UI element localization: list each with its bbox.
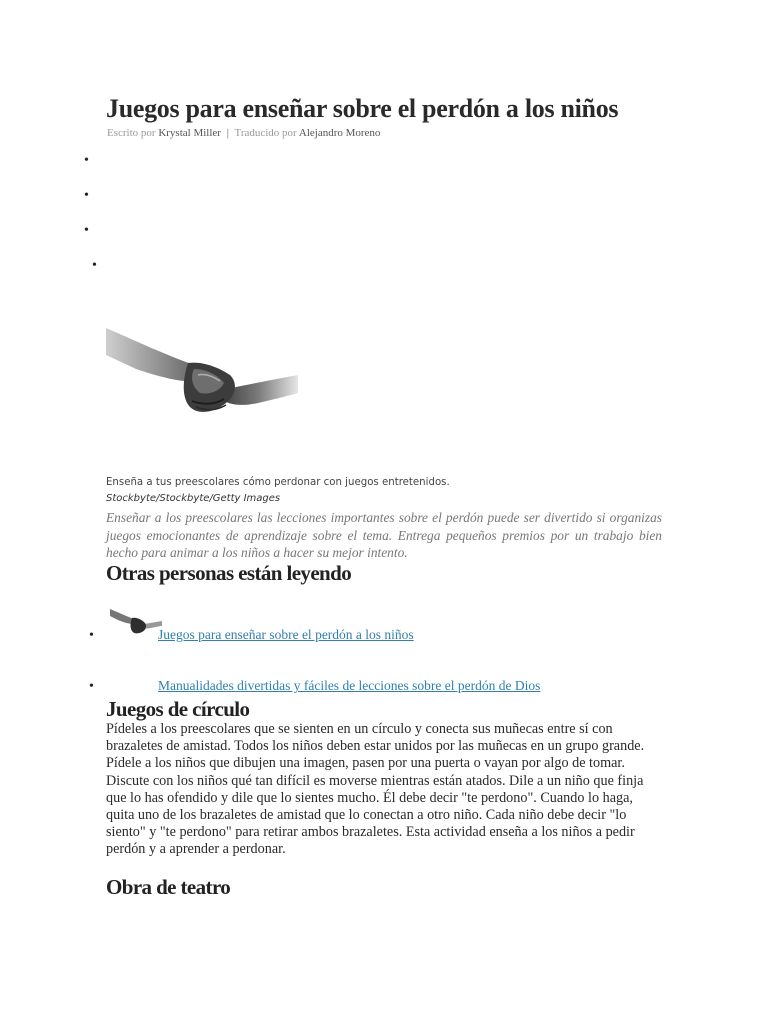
share-bullet: • — [84, 153, 89, 168]
handshake-thumbnail-icon[interactable] — [110, 603, 162, 639]
share-bullet: • — [84, 188, 89, 203]
section-heading-circle-games: Juegos de círculo — [106, 697, 250, 721]
section-heading-play: Obra de teatro — [106, 875, 231, 899]
image-credit: Stockbyte/Stockbyte/Getty Images — [106, 493, 281, 504]
handshake-photo-icon — [106, 283, 298, 464]
share-bullet: • — [84, 223, 89, 238]
article-lead: Enseñar a los preescolares las lecciones importantes sobre el perdón puede ser divertido si organizas juegos emocionantes de aprendizaje sobre el tema. Entrega pequeños premios por un trabajo bien hecho para animar a los niños a hacer su mejor intento. — [106, 510, 662, 560]
author-name[interactable]: Krystal Miller — [158, 127, 221, 139]
written-by-label: Escrito por — [107, 127, 156, 139]
article-title: Juegos para enseñar sobre el perdón a los niños — [106, 94, 619, 123]
translator-name[interactable]: Alejandro Moreno — [298, 127, 381, 139]
related-link[interactable]: Juegos para enseñar sobre el perdón a los niños — [158, 627, 414, 642]
handshake-photo — [106, 283, 298, 464]
related-link[interactable]: Manualidades divertidas y fáciles de lecciones sobre el perdón de Dios — [158, 678, 541, 693]
related-bullet: • — [89, 628, 94, 643]
related-heading: Otras personas están leyendo — [106, 561, 352, 585]
byline — [107, 127, 380, 139]
byline-separator: | — [226, 127, 229, 139]
translated-by-label: Traducido por — [234, 127, 297, 139]
share-bullet: • — [92, 258, 97, 273]
image-caption: Enseña a tus preescolares cómo perdonar con juegos entretenidos. — [106, 477, 450, 488]
related-bullet: • — [89, 679, 94, 694]
section-body-circle-games: Pídeles a los preescolares que se sienten en un círculo y conecta sus muñecas entre sí con brazaletes de amistad. Todos los niños deben estar unidos por las muñecas en un grupo grande. Pídele a los niños que dibujen una imagen, pasen por una puerta o vayan por algo de tomar. Discute con los niños qué tan difícil es moverse mientras están atados. Dile a un niño que finja que lo has ofendido y dile que lo sientes mucho. Él debe decir "te perdono". Cuando lo haga, quita uno de los brazaletes de amistad que lo conectan a otro niño. Cada niño debe decir "lo siento" y "te perdono" para retirar ambos brazaletes. Esta actividad enseña a los niños a pedir perdón y a aprender a perdonar. — [106, 721, 645, 858]
